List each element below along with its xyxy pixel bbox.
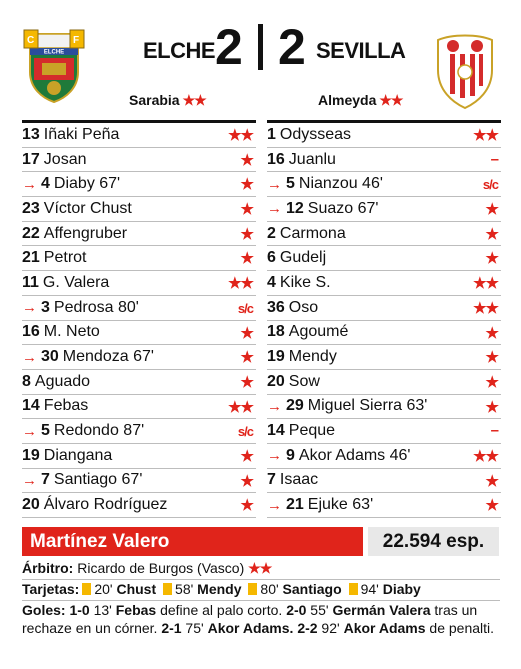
goals-label: Goles: xyxy=(22,602,66,618)
player-number: 22 xyxy=(22,224,40,242)
goal-score: 1-0 xyxy=(69,602,90,618)
player-number: 7 xyxy=(41,471,50,489)
player-row xyxy=(267,271,501,296)
player-number: 1 xyxy=(267,125,276,143)
arrow-right-icon: → xyxy=(22,471,37,489)
player-rating: ★ xyxy=(240,324,253,342)
player-row xyxy=(22,148,256,173)
player-name: Santiago 67' xyxy=(53,471,143,489)
player-number: 13 xyxy=(22,125,40,143)
player-rating: ★ xyxy=(485,472,498,490)
player-number: 20 xyxy=(267,372,285,390)
player-rating: ★ xyxy=(240,201,253,219)
player-rating: ★ xyxy=(240,349,253,367)
player-name: Redondo 87' xyxy=(53,422,145,440)
arrow-right-icon: → xyxy=(267,397,282,415)
goal-minute: 92' xyxy=(317,620,344,636)
away-coach xyxy=(318,92,402,109)
player-rating: – xyxy=(490,150,498,168)
player-name: M. Neto xyxy=(43,323,100,341)
goals-line xyxy=(22,601,500,637)
referee-label: Árbitro: xyxy=(22,560,74,576)
player-row xyxy=(22,444,256,469)
svg-text:F: F xyxy=(73,35,80,46)
player-number: 30 xyxy=(41,348,59,366)
arrow-right-icon: → xyxy=(267,200,282,218)
player-number: 6 xyxy=(267,249,276,267)
yellow-card-icon xyxy=(82,583,91,595)
away-score: 2 xyxy=(278,19,306,75)
card-minute: 58' xyxy=(175,581,198,597)
player-name: Josan xyxy=(43,150,87,168)
sevilla-crest-icon xyxy=(432,32,498,110)
player-name: Juanlu xyxy=(288,150,336,168)
player-number: 14 xyxy=(22,397,40,415)
player-name: Agoumé xyxy=(288,323,349,341)
goal-minute: 75' xyxy=(181,620,208,636)
arrow-right-icon: → xyxy=(22,175,37,193)
player-number: 12 xyxy=(286,199,304,217)
home-coach xyxy=(129,92,206,109)
player-rating: ★ xyxy=(485,497,498,515)
player-rating: ★ xyxy=(485,373,498,391)
player-rating: ★★ xyxy=(473,447,498,465)
player-number: 17 xyxy=(22,150,40,168)
away-coach-name: Almeyda xyxy=(318,92,377,108)
yellow-card-icon xyxy=(248,583,257,595)
player-rating: ★★ xyxy=(228,275,253,293)
player-number: 14 xyxy=(267,422,285,440)
player-rating: ★ xyxy=(240,250,253,268)
player-name: Isaac xyxy=(279,471,319,489)
card-player: Santiago xyxy=(282,581,342,597)
player-name: Gudelj xyxy=(279,249,327,267)
player-number: 2 xyxy=(267,224,276,242)
player-row xyxy=(22,321,256,346)
player-name: Ejuke 63' xyxy=(307,496,374,514)
player-name: Aguado xyxy=(34,372,91,390)
away-team-name: SEVILLA xyxy=(316,38,406,63)
player-rating: ★ xyxy=(485,250,498,268)
stadium-name: Martínez Valero xyxy=(30,531,170,552)
player-number: 36 xyxy=(267,298,285,316)
player-row xyxy=(267,469,501,494)
player-row xyxy=(267,419,501,444)
player-number: 8 xyxy=(22,372,31,390)
arrow-right-icon: → xyxy=(267,175,282,193)
home-lineup xyxy=(22,120,256,518)
player-number: 29 xyxy=(286,397,304,415)
player-row xyxy=(267,321,501,346)
cards-label: Tarjetas: xyxy=(22,581,80,597)
player-rating: ★★ xyxy=(473,127,498,144)
player-row xyxy=(267,246,501,271)
player-number: 23 xyxy=(22,199,40,217)
player-rating: ★ xyxy=(485,201,498,219)
player-number: 16 xyxy=(267,150,285,168)
player-name: Pedrosa 80' xyxy=(53,298,139,316)
home-coach-rating: ★★ xyxy=(182,92,206,108)
player-row xyxy=(267,123,501,148)
player-name: Affengruber xyxy=(43,224,128,242)
player-rating: ★★ xyxy=(228,127,253,144)
player-name: Miguel Sierra 63' xyxy=(307,397,428,415)
player-row xyxy=(267,395,501,420)
arrow-right-icon: → xyxy=(22,299,37,317)
player-rating: ★ xyxy=(240,225,253,243)
away-lineup xyxy=(267,120,501,518)
card-minute: 20' xyxy=(94,581,117,597)
player-number: 19 xyxy=(22,446,40,464)
player-rating: ★ xyxy=(485,225,498,243)
referee-line xyxy=(22,559,500,580)
player-number: 21 xyxy=(286,496,304,514)
goal-scorer: Akor Adams xyxy=(343,620,426,636)
yellow-card-icon xyxy=(349,583,358,595)
player-rating: ★ xyxy=(240,447,253,465)
player-row xyxy=(267,370,501,395)
player-number: 3 xyxy=(41,298,50,316)
player-name: Petrot xyxy=(43,249,87,267)
match-header xyxy=(0,0,521,118)
player-rating: ★ xyxy=(485,398,498,416)
card-player: Diaby xyxy=(382,581,421,597)
player-number: 5 xyxy=(286,175,295,193)
player-rating: ★ xyxy=(240,497,253,515)
arrow-right-icon: → xyxy=(267,496,282,514)
home-team-name: ELCHE xyxy=(143,38,216,63)
goal-description: define al palo corto. xyxy=(156,602,283,618)
player-number: 7 xyxy=(267,471,276,489)
arrow-right-icon: → xyxy=(22,348,37,366)
goal-scorer: Germán Valera xyxy=(332,602,431,618)
player-name: Odysseas xyxy=(279,125,352,143)
score-divider xyxy=(258,24,263,70)
referee-rating: ★★ xyxy=(248,560,272,576)
player-row xyxy=(267,172,501,197)
player-rating: – xyxy=(490,422,498,440)
player-number: 20 xyxy=(22,496,40,514)
player-row xyxy=(267,444,501,469)
player-rating: ★ xyxy=(240,176,253,194)
cards-line xyxy=(22,580,500,601)
player-name: Nianzou 46' xyxy=(298,175,383,193)
player-rating: ★ xyxy=(485,349,498,367)
player-number: 21 xyxy=(22,249,40,267)
player-name: Álvaro Rodríguez xyxy=(43,496,168,514)
arrow-right-icon: → xyxy=(22,422,37,440)
player-name: Oso xyxy=(288,298,319,316)
player-rating: ★ xyxy=(240,151,253,169)
player-rating: ★ xyxy=(240,373,253,391)
card-player: Mendy xyxy=(197,581,242,597)
player-name: Diangana xyxy=(43,446,113,464)
player-row xyxy=(22,345,256,370)
player-row xyxy=(22,395,256,420)
player-name: Febas xyxy=(43,397,89,415)
goal-minute: 13' xyxy=(89,602,116,618)
player-row xyxy=(267,345,501,370)
player-name: Suazo 67' xyxy=(307,199,379,217)
player-name: Akor Adams 46' xyxy=(298,446,411,464)
elche-crest-icon xyxy=(22,28,86,104)
svg-text:C: C xyxy=(27,35,35,46)
player-row xyxy=(22,296,256,321)
player-number: 9 xyxy=(286,446,295,464)
player-rating: s/c xyxy=(237,300,253,316)
player-name: G. Valera xyxy=(42,273,110,291)
cards-list xyxy=(79,581,421,597)
goal-description: tras un rechaze en un córner. xyxy=(22,602,478,636)
player-row xyxy=(22,493,256,518)
home-coach-name: Sarabia xyxy=(129,92,180,108)
player-rating: ★ xyxy=(240,472,253,490)
player-name: Peque xyxy=(288,422,336,440)
player-rating: ★★ xyxy=(228,398,253,416)
goal-minute: 55' xyxy=(306,602,333,618)
player-name: Mendoza 67' xyxy=(62,348,154,366)
goal-scorer: Febas xyxy=(115,602,157,618)
player-rating: ★★ xyxy=(473,299,498,317)
player-name: Kike S. xyxy=(279,273,331,291)
player-row xyxy=(22,172,256,197)
player-rating: s/c xyxy=(237,424,253,440)
player-number: 11 xyxy=(22,273,39,291)
player-name: Sow xyxy=(288,372,320,390)
player-number: 19 xyxy=(267,348,285,366)
goal-score: 2-0 xyxy=(286,602,307,618)
card-minute: 94' xyxy=(360,581,383,597)
card-minute: 80' xyxy=(260,581,283,597)
player-number: 16 xyxy=(22,323,40,341)
arrow-right-icon: → xyxy=(267,447,282,465)
player-row xyxy=(22,370,256,395)
player-rating: ★ xyxy=(485,324,498,342)
player-row xyxy=(267,296,501,321)
player-row xyxy=(22,246,256,271)
player-name: Iñaki Peña xyxy=(43,125,120,143)
referee-name: Ricardo de Burgos (Vasco) xyxy=(77,560,245,576)
player-name: Víctor Chust xyxy=(43,199,132,217)
goal-scorer: Akor Adams. xyxy=(207,620,294,636)
player-row xyxy=(267,197,501,222)
player-row xyxy=(22,419,256,444)
player-row xyxy=(22,222,256,247)
player-row xyxy=(267,493,501,518)
yellow-card-icon xyxy=(163,583,172,595)
player-number: 5 xyxy=(41,422,50,440)
player-row xyxy=(22,271,256,296)
card-player: Chust xyxy=(116,581,157,597)
goals-list xyxy=(22,602,494,636)
player-row xyxy=(267,148,501,173)
crest-text: ELCHE xyxy=(43,49,65,56)
player-row xyxy=(267,222,501,247)
player-row xyxy=(22,123,256,148)
player-name: Diaby 67' xyxy=(53,175,121,193)
player-row xyxy=(22,197,256,222)
player-name: Carmona xyxy=(279,224,346,242)
player-number: 18 xyxy=(267,323,285,341)
player-rating: s/c xyxy=(482,177,498,193)
attendance: 22.594 esp. xyxy=(368,527,499,556)
goal-score: 2-1 xyxy=(161,620,182,636)
goal-description: de penalti. xyxy=(425,620,495,636)
player-rating: ★★ xyxy=(473,275,498,293)
goal-score: 2-2 xyxy=(297,620,318,636)
player-name: Mendy xyxy=(288,348,337,366)
player-row xyxy=(22,469,256,494)
home-score: 2 xyxy=(215,19,243,75)
away-coach-rating: ★★ xyxy=(379,92,403,108)
player-number: 4 xyxy=(41,175,50,193)
player-number: 4 xyxy=(267,273,276,291)
